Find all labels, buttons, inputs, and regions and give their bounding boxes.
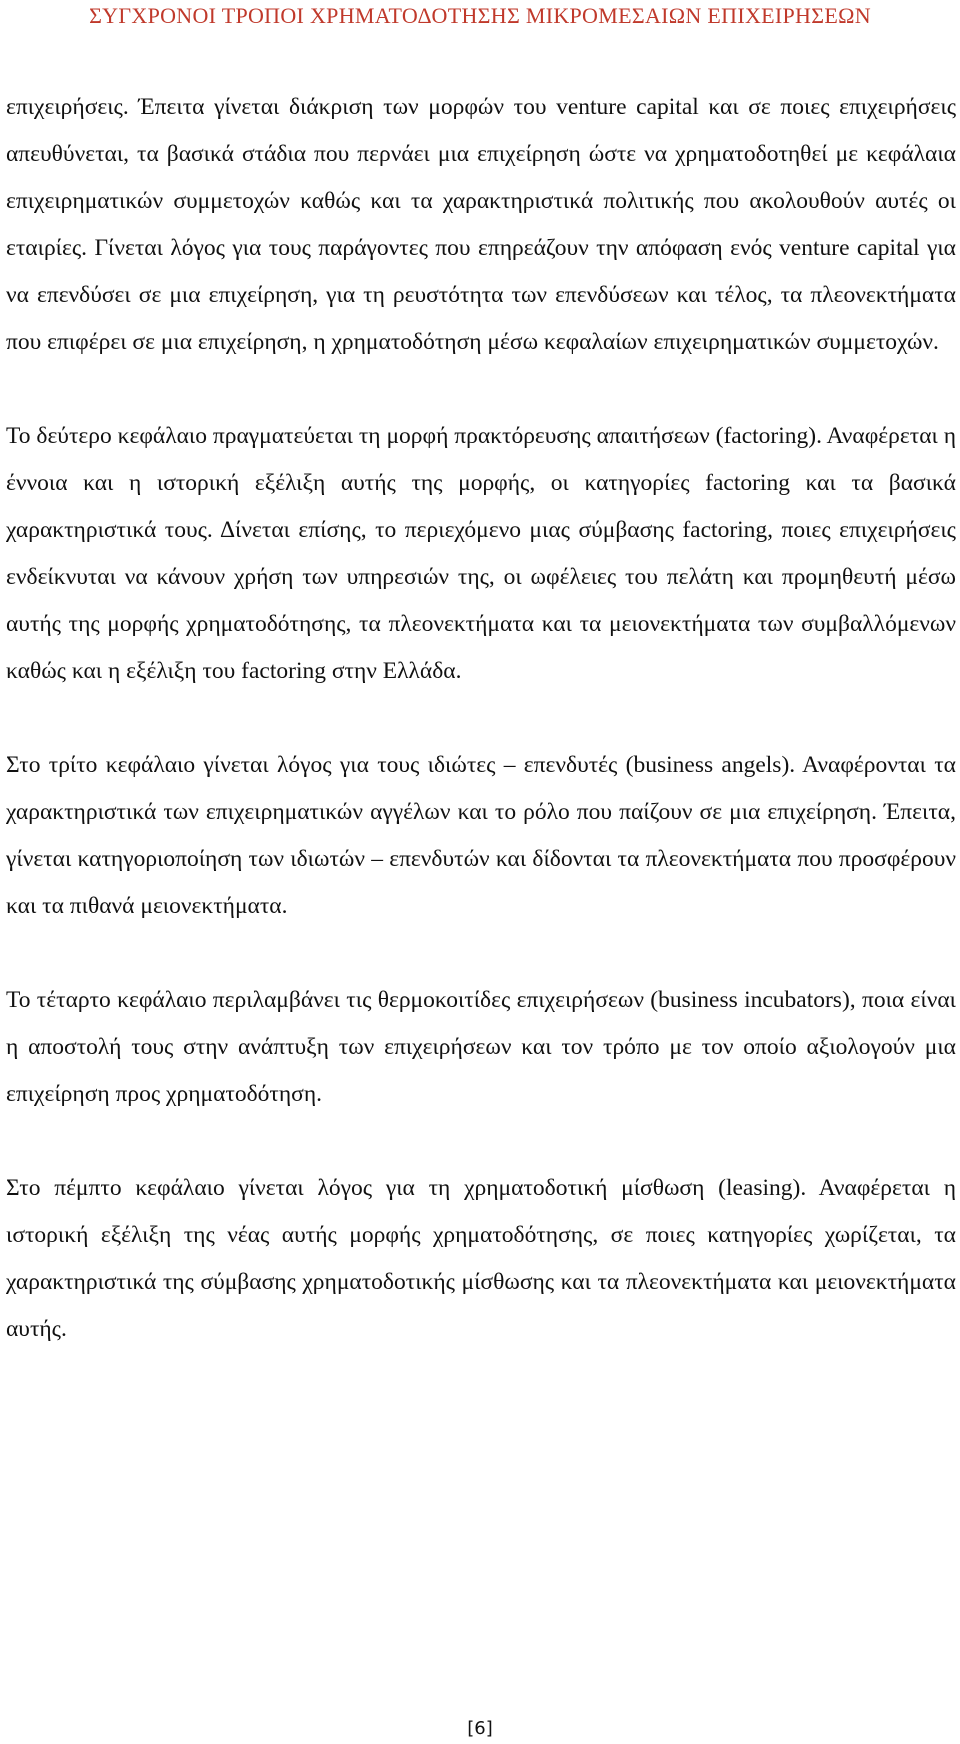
running-header: ΣΥΓΧΡΟΝΟΙ ΤΡΟΠΟΙ ΧΡΗΜΑΤΟΔΟΤΗΣΗΣ ΜΙΚΡΟΜΕΣΑΙΩΝ ΕΠΙΧΕΙΡΗΣΕΩΝ [89, 3, 871, 28]
paragraph-5: Στο πέμπτο κεφάλαιο γίνεται λόγος για τη χρηματοδοτική μίσθωση (leasing). Αναφέρεται η ιστορική εξέλιξη της νέας αυτής μορφής χρηματοδότησης, σε ποιες κατηγορίες χωρίζεται, τα χαρακτηριστικά της σύμβασης χρηματοδοτικής μίσθωσης και τα πλεονεκτήματα και μειονεκτήματα αυτής. [6, 1175, 956, 1342]
page-number: [6] [467, 1718, 493, 1739]
document-body [6, 84, 956, 1353]
paragraph-4: Το τέταρτο κεφάλαιο περιλαμβάνει τις θερμοκοιτίδες επιχειρήσεων (business incubators), ποια είναι η αποστολή τους στην ανάπτυξη των επιχειρήσεων και τον τρόπο με τον οποίο αξιολογούν μια επιχείρηση προς χρηματοδότηση. [6, 987, 956, 1107]
paragraph-2: Το δεύτερο κεφάλαιο πραγματεύεται τη μορφή πρακτόρευσης απαιτήσεων (factoring). Αναφέρεται η έννοια και η ιστορική εξέλιξη αυτής της μορφής, οι κατηγορίες factoring και τα βασικά χαρακτηριστικά τους. Δίνεται επίσης, το περιεχόμενο μιας σύμβασης factoring, ποιες επιχειρήσεις ενδείκνυται να κάνουν χρήση των υπηρεσιών της, οι ωφέλειες του πελάτη και προμηθευτή μέσω αυτής της μορφής χρηματοδότησης, τα πλεονεκτήματα και τα μειονεκτήματα των συμβαλλόμενων καθώς και η εξέλιξη του factoring στην Ελλάδα. [6, 423, 956, 684]
paragraph-3: Στο τρίτο κεφάλαιο γίνεται λόγος για τους ιδιώτες – επενδυτές (business angels). Αναφέρονται τα χαρακτηριστικά των επιχειρηματικών αγγέλων και το ρόλο που παίζουν σε μια επιχείρηση. Έπειτα, γίνεται κατηγοριοποίηση των ιδιωτών – επενδυτών και δίδονται τα πλεονεκτήματα που προσφέρουν και τα πιθανά μειονεκτήματα. [6, 752, 956, 919]
paragraph-1: επιχειρήσεις. Έπειτα γίνεται διάκριση των μορφών του venture capital και σε ποιες επιχειρήσεις απευθύνεται, τα βασικά στάδια που περνάει μια επιχείρηση ώστε να χρηματοδοτηθεί με κεφάλαια επιχειρηματικών συμμετοχών καθώς και τα χαρακτηριστικά πολιτικής που ακολουθούν αυτές οι εταιρίες. Γίνεται λόγος για τους παράγοντες που επηρεάζουν την απόφαση ενός venture capital για να επενδύσει σε μια επιχείρηση, για τη ρευστότητα των επενδύσεων και τέλος, τα πλεονεκτήματα που επιφέρει σε μια επιχείρηση, η χρηματοδότηση μέσω κεφαλαίων επιχειρηματικών συμμετοχών. [6, 94, 956, 355]
